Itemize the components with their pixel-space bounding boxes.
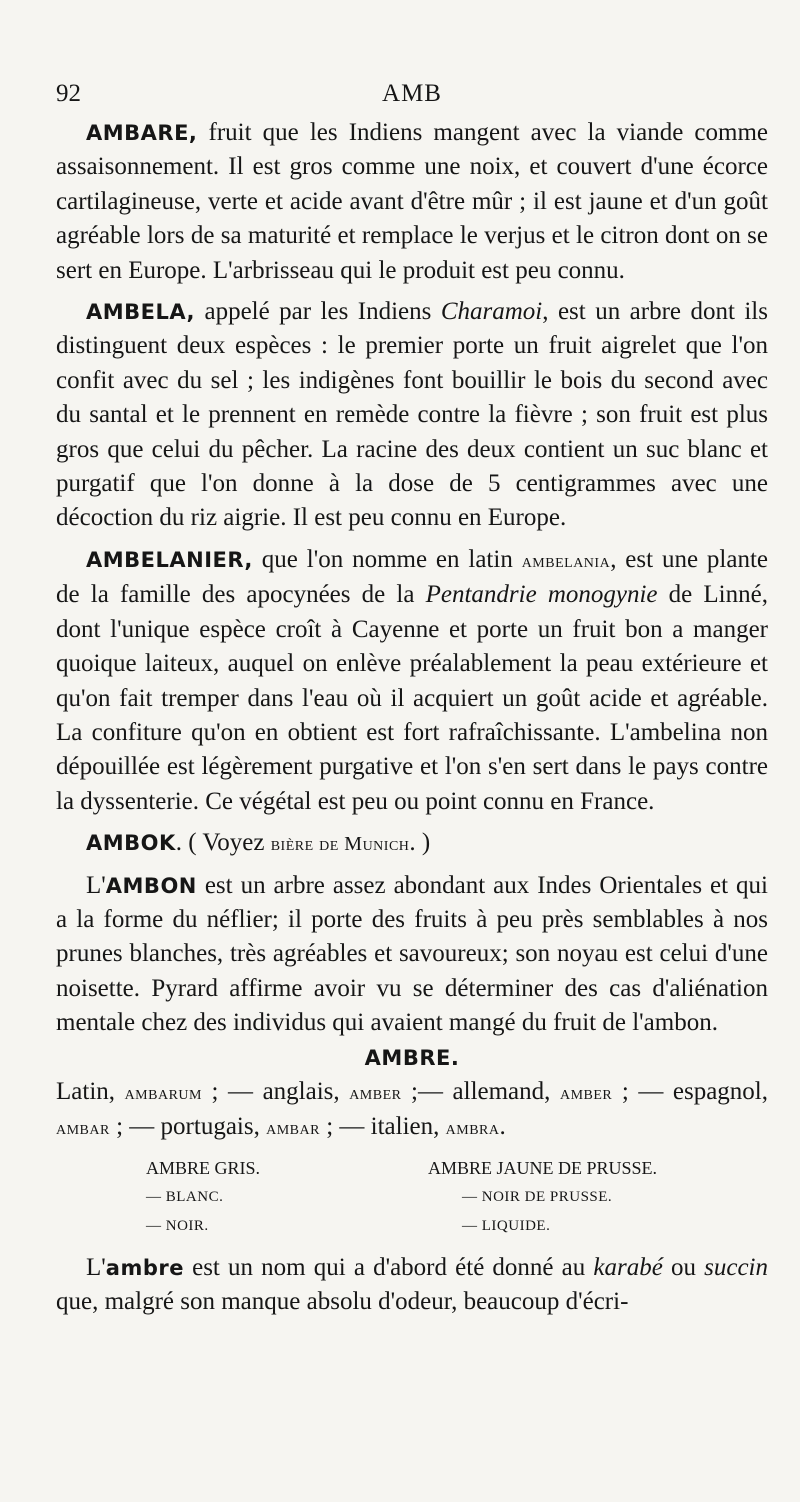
entry-ambon — [56, 869, 768, 1041]
headword: AMBOK — [86, 831, 176, 856]
page-number: 92 — [56, 80, 81, 107]
variety-item: AMBRE JAUNE DE PRUSSE. — [428, 1157, 658, 1178]
body-text — [56, 116, 768, 1320]
page-header — [56, 80, 768, 110]
headword: AMBELA, — [86, 300, 196, 325]
cross-reference: bière de Munich — [270, 833, 410, 856]
entry-text: est un arbre assez abondant aux Indes Orientales et qui a la forme du néflier; il porte des fruits à peu près semblables à nos prunes blanches, très agréables et savoureux; son noyau est celui d'une noisette. Pyrard affirme avoir vu se déterminer des cas d'aliénation mentale chez des individus qui avaient mangé du fruit de l'ambon. — [56, 871, 768, 1037]
entry-text: . ) — [409, 829, 431, 857]
entry-ambare — [56, 116, 768, 288]
entry-ambela — [56, 295, 768, 536]
entry-text: . ( Voyez — [175, 829, 271, 857]
entry-ambok — [56, 826, 768, 861]
ambre-varieties — [56, 1154, 768, 1241]
entry-prefix: L' — [86, 871, 106, 899]
ambre-translations: Latin, ambarum ; — anglais, amber ;— allemand, amber ; — espagnol, ambar ; — portugais, ambar ; — italien, ambra. — [56, 1077, 768, 1141]
entry-text: , est un arbre dont ils distinguent deux espèces : le premier porte un fruit aigrelet que l'on confit avec du sel ; les indigènes font bouillir le bois du second avec du santal et le prennent en remède contre la fièvre ; son fruit est plus gros que celui du pêcher. La racine des deux contient un suc blanc et purgatif que l'on donne à la dose de 5 centigrammes avec une décoction du riz aigrie. Il est peu connu en Europe. — [56, 298, 768, 532]
running-head: AMB — [382, 80, 442, 107]
headword: AMBELANIER, — [86, 547, 253, 572]
headword: ambre — [105, 1255, 184, 1280]
italic-term: succin — [704, 1253, 769, 1281]
entry-ambre: L'ambre est un nom qui a d'abord été donné au karabé ou succin que, malgré son manque absolu d'odeur, beaucoup d'écri- — [56, 1253, 769, 1316]
variety-item: — BLANC. — [146, 1188, 224, 1205]
entry-ambelanier — [56, 543, 768, 819]
italic-term: Pentandrie monogynie — [425, 581, 658, 609]
variety-item: — NOIR DE PRUSSE. — [462, 1188, 613, 1205]
entry-text: fruit que les Indiens mangent avec la viande comme assaisonnement. Il est gros comme une noix, et couvert d'une écorce cartilagineuse, verte et acide avant d'être mûr ; il est jaune et d'un goût agréable lors de sa maturité et remplace le verjus et le citron dont on se sert en Europe. L'arbrisseau qui le produit est peu connu. — [56, 119, 768, 284]
latin-name: ambelania — [521, 549, 611, 572]
entry-text: appelé par les Indiens — [195, 298, 441, 326]
entry-text: , est une plante de la famille des apocynées de la — [56, 545, 768, 609]
italic-term: karabé — [593, 1253, 663, 1281]
variety-item: AMBRE GRIS. — [146, 1157, 261, 1178]
section-heading-ambre: AMBRE. — [364, 1045, 460, 1070]
variety-item: — NOIR. — [146, 1217, 209, 1234]
italic-term: Charamoi — [440, 298, 543, 326]
entry-text: que l'on nomme en latin — [252, 545, 522, 573]
variety-item: — LIQUIDE. — [462, 1217, 551, 1234]
headword: AMBON — [105, 873, 197, 898]
entry-text: de Linné, dont l'unique espèce croît à Cayenne et porte un fruit bon a manger quoique laiteux, auquel on enlève préalablement la peau extérieure et qu'on fait tremper dans l'eau où il acquiert un goût acide et agréable. La confiture qu'on en obtient est fort rafraîchissante. L'ambelina non dépouillée est légèrement purgative et l'on s'en sert dans le pays contre la dyssenterie. Ce végétal est peu ou point connu en France. — [56, 581, 768, 815]
headword: AMBARE, — [86, 121, 198, 145]
